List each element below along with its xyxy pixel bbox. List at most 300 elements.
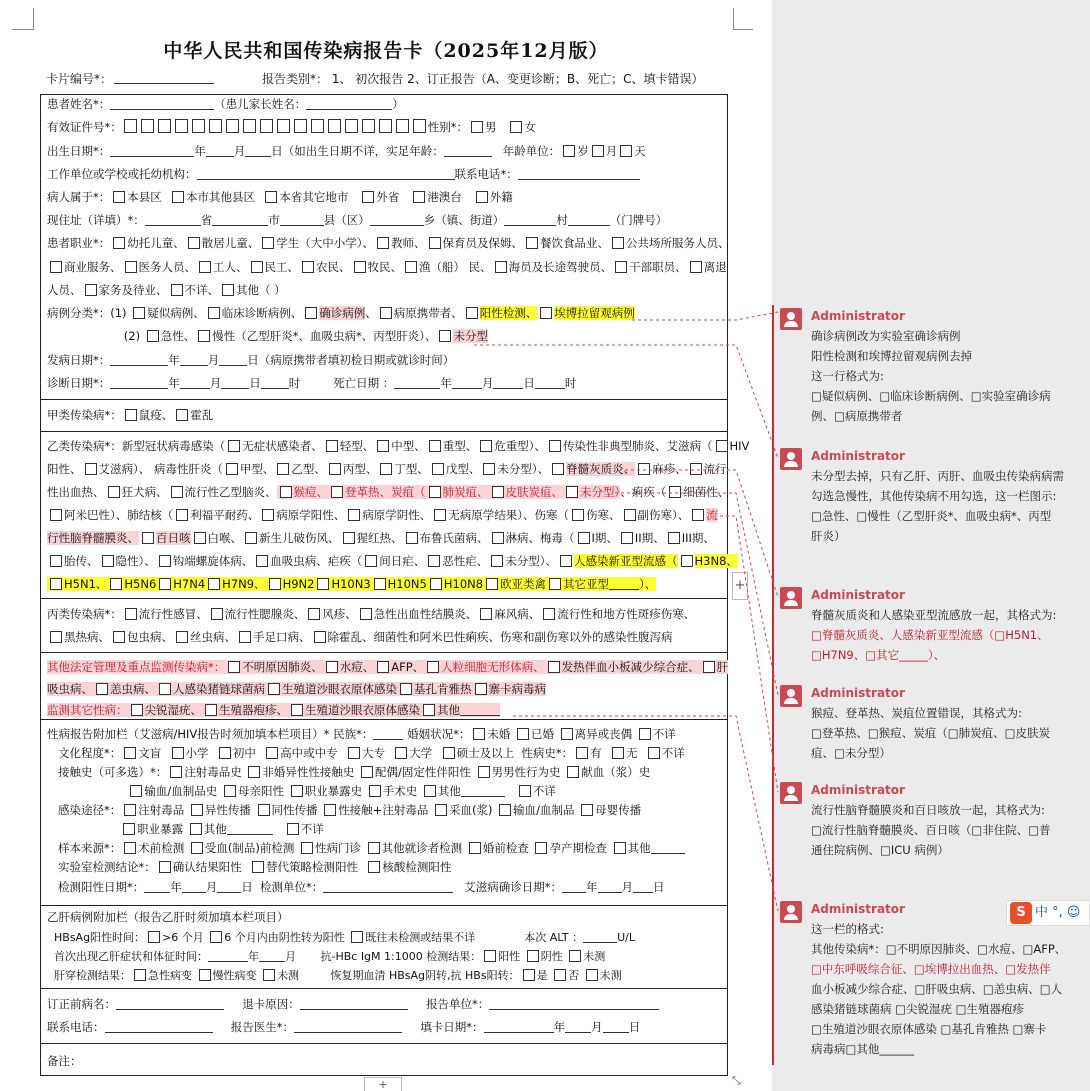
checkbox[interactable] — [549, 578, 561, 590]
checkbox[interactable] — [176, 509, 188, 521]
id-digit-box[interactable] — [311, 119, 324, 133]
checkbox[interactable] — [171, 486, 183, 498]
resize-handle[interactable]: ⤡ — [732, 1074, 741, 1087]
checkbox[interactable] — [314, 631, 326, 643]
form-text: 风疹、 — [322, 607, 357, 621]
checkbox[interactable] — [133, 307, 145, 319]
checkbox[interactable] — [331, 486, 343, 498]
checkbox[interactable] — [423, 704, 435, 716]
comment-1[interactable] — [778, 306, 1084, 436]
form-text: 肝 — [716, 660, 729, 674]
checkbox[interactable] — [567, 766, 579, 778]
checkbox[interactable] — [427, 661, 439, 673]
checkbox[interactable] — [205, 704, 217, 716]
form-text: 戊型、 — [445, 462, 481, 476]
form-text: 学生（大中小学）、 — [276, 236, 374, 250]
id-digit-box[interactable] — [328, 119, 341, 133]
id-digit-box[interactable] — [158, 119, 171, 133]
form-text: 轻型、 — [339, 439, 375, 453]
checkbox[interactable] — [569, 950, 581, 962]
checkbox[interactable] — [586, 969, 598, 981]
checkbox[interactable] — [495, 261, 507, 273]
checkbox[interactable] — [576, 747, 588, 759]
checkbox[interactable] — [147, 330, 159, 342]
checkbox[interactable] — [50, 555, 62, 567]
form-text: II期、 — [634, 531, 665, 545]
checkbox[interactable] — [483, 463, 495, 475]
form-text: 采血(浆) — [448, 803, 493, 817]
checkbox[interactable] — [287, 823, 299, 835]
form-text: 未测 — [583, 950, 606, 963]
checkbox[interactable] — [280, 486, 292, 498]
form-text: 人粒细胞无形体病、 — [441, 660, 545, 674]
form-text: 中 — [1035, 905, 1049, 920]
form-text: □登革热、□猴痘、炭疽（□肺炭疽、□皮肤炭 — [811, 726, 1050, 740]
comment-3[interactable] — [778, 585, 1084, 671]
form-text: 生殖器疱疹、 — [219, 703, 288, 717]
form-text: 登革热、炭疽（ — [345, 485, 426, 499]
form-text: 猴痘、登革热、炭疽位置错误，其格式为: — [811, 706, 1022, 720]
checkbox[interactable] — [226, 463, 238, 475]
form-text: 流行性和地方性斑疹伤寒、 — [557, 607, 696, 621]
ime-toolbar[interactable]: S 中 °, ☺ — [1006, 900, 1090, 926]
form-text: 保育员及保姆、 — [442, 236, 523, 250]
checkbox[interactable] — [716, 440, 728, 452]
checkbox[interactable] — [256, 555, 268, 567]
checkbox[interactable] — [620, 145, 632, 157]
avatar-icon — [780, 448, 802, 470]
form-text: 乙型、 — [291, 462, 326, 476]
checkbox[interactable] — [614, 842, 626, 854]
checkbox[interactable] — [125, 261, 137, 273]
form-text: 皮肤炭疽、 — [505, 485, 563, 499]
form-text: 疽、□未分型） — [811, 746, 891, 760]
checkbox[interactable] — [478, 766, 490, 778]
form-text: 日 — [653, 880, 665, 894]
checkbox[interactable] — [222, 284, 234, 296]
checkbox[interactable] — [424, 785, 436, 797]
form-text: 否 — [568, 969, 580, 982]
form-text: 年 — [170, 880, 182, 894]
checkbox[interactable] — [492, 486, 504, 498]
checkbox[interactable] — [624, 509, 636, 521]
id-digit-box[interactable] — [243, 119, 256, 133]
form-text: 其他（ ） — [236, 283, 286, 297]
checkbox[interactable] — [170, 766, 182, 778]
checkbox[interactable] — [560, 555, 572, 567]
checkbox[interactable] — [113, 237, 125, 249]
form-text: H10N5 — [387, 577, 427, 591]
checkbox[interactable] — [413, 191, 425, 203]
checkbox[interactable] — [517, 728, 529, 740]
checkbox[interactable] — [96, 683, 108, 695]
checkbox[interactable] — [361, 766, 373, 778]
form-text: 艾滋病）、 病毒性肝炎（ — [98, 462, 223, 476]
checkbox[interactable] — [198, 330, 210, 342]
checkbox[interactable] — [527, 950, 539, 962]
checkbox[interactable] — [142, 532, 154, 544]
checkbox[interactable] — [305, 307, 317, 319]
form-text: 脊髓灰质炎、 — [566, 462, 636, 476]
checkbox[interactable] — [191, 842, 203, 854]
checkbox[interactable] — [354, 261, 366, 273]
form-text: 年龄单位： — [502, 144, 561, 158]
checkbox[interactable] — [428, 555, 440, 567]
checkbox[interactable] — [429, 486, 441, 498]
form-text: 肺炭疽、 — [442, 485, 489, 499]
form-text: 有 — [590, 746, 602, 760]
form-text: 同性传播 — [271, 803, 318, 817]
checkbox[interactable] — [208, 307, 220, 319]
checkbox[interactable] — [159, 578, 171, 590]
checkbox[interactable] — [621, 532, 633, 544]
checkbox[interactable] — [572, 509, 584, 521]
checkbox[interactable] — [102, 555, 114, 567]
checkbox[interactable] — [548, 661, 560, 673]
id-digit-box[interactable] — [413, 119, 426, 133]
checkbox[interactable] — [108, 486, 120, 498]
checkbox[interactable] — [669, 486, 681, 498]
form-text: 感染途径*： — [57, 803, 122, 817]
checkbox[interactable] — [239, 631, 251, 643]
checkbox[interactable] — [491, 555, 503, 567]
checkbox[interactable] — [263, 969, 275, 981]
checkbox[interactable] — [208, 578, 220, 590]
avatar-icon — [780, 587, 802, 609]
checkbox[interactable] — [499, 804, 511, 816]
form-text: 性病史*： — [521, 746, 574, 760]
checkbox[interactable] — [519, 785, 531, 797]
checkbox[interactable] — [228, 440, 240, 452]
checkbox[interactable] — [368, 842, 380, 854]
checkbox[interactable] — [326, 661, 338, 673]
form-text: 月 — [205, 880, 218, 894]
checkbox[interactable] — [308, 608, 320, 620]
checkbox[interactable] — [365, 555, 377, 567]
checkbox[interactable] — [176, 631, 188, 643]
footer-section — [41, 989, 727, 1044]
form-text: 肝穿检测结果： — [54, 969, 131, 982]
checkbox[interactable] — [50, 261, 62, 273]
checkbox[interactable] — [432, 463, 444, 475]
checkbox[interactable] — [252, 861, 264, 873]
checkbox[interactable] — [159, 555, 171, 567]
id-digit-box[interactable] — [277, 119, 290, 133]
checkbox[interactable] — [266, 747, 278, 759]
checkbox[interactable] — [395, 747, 407, 759]
checkbox[interactable] — [377, 661, 389, 673]
checkbox[interactable] — [406, 532, 418, 544]
checkbox[interactable] — [302, 261, 314, 273]
checkbox[interactable] — [554, 969, 566, 981]
id-digit-box[interactable] — [124, 119, 137, 133]
checkbox[interactable] — [50, 631, 62, 643]
checkbox[interactable] — [348, 509, 360, 521]
checkbox[interactable] — [113, 631, 125, 643]
form-text: 外籍 — [489, 190, 513, 204]
checkbox[interactable] — [326, 440, 338, 452]
form-text: 未分型） — [580, 485, 621, 499]
form-text: 阴性 — [540, 950, 563, 963]
form-text: 出生日期*： — [47, 144, 111, 158]
checkbox[interactable] — [592, 145, 604, 157]
checkbox[interactable] — [681, 555, 693, 567]
checkbox[interactable] — [228, 661, 240, 673]
patient-section — [41, 95, 730, 400]
form-text: 丝虫病、 — [190, 630, 236, 644]
margin-mark — [12, 8, 34, 30]
checkbox[interactable] — [176, 409, 188, 421]
form-text: 商业服务、 — [64, 260, 122, 274]
id-digit-box[interactable] — [294, 119, 307, 133]
form-text: 首次出现乙肝症状和体征时间： — [54, 950, 208, 963]
id-digit-box[interactable] — [345, 119, 358, 133]
checkbox[interactable] — [50, 578, 62, 590]
checkbox[interactable] — [486, 578, 498, 590]
form-text: 乡（镇、街道） — [423, 213, 505, 227]
checkbox[interactable] — [85, 284, 97, 296]
checkbox[interactable] — [224, 785, 236, 797]
form-text: 年 — [168, 353, 180, 367]
checkbox[interactable] — [348, 747, 360, 759]
checkbox[interactable] — [380, 463, 392, 475]
checkbox[interactable] — [248, 766, 260, 778]
form-text: 未婚 — [487, 727, 511, 741]
checkbox[interactable] — [703, 661, 715, 673]
checkbox[interactable] — [377, 237, 389, 249]
checkbox[interactable] — [124, 747, 136, 759]
checkbox[interactable] — [430, 578, 442, 590]
checkbox[interactable] — [172, 747, 184, 759]
checkbox[interactable] — [171, 284, 183, 296]
checkbox[interactable] — [400, 683, 412, 695]
form-text: 教师、 — [391, 236, 426, 250]
checkbox[interactable] — [211, 608, 223, 620]
other-disease-section — [41, 653, 727, 720]
checkbox[interactable] — [471, 121, 483, 133]
form-text: （门牌号） — [609, 213, 668, 227]
form-text: 丙类传染病*： — [47, 607, 122, 621]
checkbox[interactable] — [374, 578, 386, 590]
id-digit-box[interactable] — [175, 119, 188, 133]
checkbox[interactable] — [343, 532, 355, 544]
checkbox[interactable] — [443, 747, 455, 759]
checkbox[interactable] — [434, 509, 446, 521]
checkbox[interactable] — [377, 440, 389, 452]
checkbox[interactable] — [368, 861, 380, 873]
checkbox[interactable] — [578, 532, 590, 544]
checkbox[interactable] — [110, 578, 122, 590]
add-row-button[interactable]: + — [732, 572, 748, 600]
checkbox[interactable] — [435, 804, 447, 816]
checkbox[interactable] — [317, 578, 329, 590]
checkbox[interactable] — [251, 261, 263, 273]
form-text: 肝炎） — [811, 529, 846, 543]
comment-2[interactable] — [778, 446, 1084, 556]
checkbox[interactable] — [125, 409, 137, 421]
checkbox[interactable] — [668, 532, 680, 544]
checkbox[interactable] — [268, 683, 280, 695]
form-text: 日 — [628, 1020, 641, 1034]
checkbox[interactable] — [466, 307, 478, 319]
checkbox[interactable] — [429, 440, 441, 452]
form-text: 注射毒品史 — [184, 765, 242, 779]
checkbox[interactable] — [484, 950, 496, 962]
checkbox[interactable] — [615, 261, 627, 273]
id-digit-box[interactable] — [396, 119, 409, 133]
checkbox[interactable] — [50, 509, 62, 521]
checkbox[interactable] — [219, 747, 231, 759]
form-text: 日 — [523, 376, 535, 390]
checkbox[interactable] — [523, 969, 535, 981]
form-text: 钩端螺旋体病、 — [172, 554, 254, 568]
form-text: 阳性、 — [47, 462, 82, 476]
form-text: 订正前病名： — [47, 997, 116, 1011]
checkbox[interactable] — [362, 191, 374, 203]
checkbox[interactable] — [324, 804, 336, 816]
form-text: 天 — [634, 144, 646, 158]
checkbox[interactable] — [473, 728, 485, 740]
form-text: 家务及待业、 — [98, 283, 168, 297]
form-text: 流行性脑脊髓膜炎和百日咳放一起，其格式为: — [811, 803, 1045, 817]
checkbox[interactable] — [480, 608, 492, 620]
form-text: AFP、 — [391, 660, 425, 674]
form-text: 乙肝病例附加栏（报告乙肝时须加填本栏项目） — [47, 910, 289, 924]
id-digit-box[interactable] — [192, 119, 205, 133]
checkbox[interactable] — [210, 931, 222, 943]
checkbox[interactable] — [690, 261, 702, 273]
checkbox[interactable] — [159, 683, 171, 695]
checkbox[interactable] — [125, 608, 137, 620]
checkbox[interactable] — [124, 842, 136, 854]
checkbox[interactable] — [85, 463, 97, 475]
checkbox[interactable] — [480, 440, 492, 452]
form-text: 淋病、梅毒（ — [505, 531, 575, 545]
page-title: 中华人民共和国传染病报告卡（2025年12月版） — [163, 40, 609, 62]
form-text: 吸虫病、 — [47, 682, 93, 696]
checkbox[interactable] — [360, 608, 372, 620]
form-text: 发热伴血小板减少综合症、 — [561, 660, 700, 674]
checkbox[interactable] — [369, 785, 381, 797]
form-text: HIV — [729, 439, 750, 453]
checkbox[interactable] — [199, 261, 211, 273]
id-digit-box[interactable] — [260, 119, 273, 133]
form-text: Administrator — [811, 449, 905, 463]
checkbox[interactable] — [188, 237, 200, 249]
checkbox[interactable] — [469, 842, 481, 854]
form-text: 餐饮食品业、 — [540, 236, 609, 250]
checkbox[interactable] — [492, 532, 504, 544]
checkbox[interactable] — [476, 191, 488, 203]
form-text: 细菌性、 — [683, 485, 730, 499]
checkbox[interactable] — [130, 785, 142, 797]
comment-4[interactable] — [778, 683, 1084, 769]
checkbox[interactable] — [148, 931, 160, 943]
checkbox[interactable] — [191, 804, 203, 816]
checkbox[interactable] — [612, 237, 624, 249]
checkbox[interactable] — [172, 191, 184, 203]
avatar-icon — [780, 685, 802, 707]
form-text: 其他 — [437, 784, 461, 798]
form-text: 工人、 — [213, 260, 248, 274]
form-text: H10N3 — [331, 577, 371, 591]
add-row-button-bottom[interactable]: + — [364, 1077, 402, 1091]
checkbox[interactable] — [510, 121, 522, 133]
checkbox[interactable] — [639, 728, 651, 740]
checkbox[interactable] — [131, 704, 143, 716]
checkbox[interactable] — [581, 804, 593, 816]
checkbox[interactable] — [351, 931, 363, 943]
checkbox[interactable] — [124, 804, 136, 816]
checkbox[interactable] — [113, 191, 125, 203]
checkbox[interactable] — [199, 969, 211, 981]
checkbox[interactable] — [612, 747, 624, 759]
id-digit-box[interactable] — [226, 119, 239, 133]
checkbox[interactable] — [638, 463, 650, 475]
comment-5[interactable] — [778, 780, 1084, 866]
form-text: 无症状感染者、 — [242, 439, 323, 453]
checkbox[interactable] — [262, 509, 274, 521]
checkbox[interactable] — [549, 440, 561, 452]
checkbox[interactable] — [648, 747, 660, 759]
checkbox[interactable] — [134, 969, 146, 981]
checkbox[interactable] — [543, 608, 555, 620]
checkbox[interactable] — [405, 261, 417, 273]
checkbox[interactable] — [291, 785, 303, 797]
id-digit-box[interactable] — [362, 119, 375, 133]
checkbox[interactable] — [566, 486, 578, 498]
form-text: 丁型、 — [394, 462, 429, 476]
job-row — [47, 235, 730, 251]
id-digit-box[interactable] — [379, 119, 392, 133]
checkbox[interactable] — [535, 842, 547, 854]
checkbox[interactable] — [475, 683, 487, 695]
checkbox[interactable] — [429, 237, 441, 249]
form-text: III期、 — [681, 531, 715, 545]
checkbox[interactable] — [265, 191, 277, 203]
checkbox[interactable] — [540, 307, 552, 319]
checkbox[interactable] — [277, 463, 289, 475]
checkbox[interactable] — [123, 823, 135, 835]
checkbox[interactable] — [439, 330, 451, 342]
form-text: 配偶/固定性伴阳性 — [375, 765, 471, 779]
checkbox[interactable] — [269, 578, 281, 590]
checkbox[interactable] — [380, 307, 392, 319]
form-text: 联系电话： — [47, 1020, 105, 1034]
checkbox[interactable] — [690, 463, 702, 475]
checkbox[interactable] — [190, 823, 202, 835]
checkbox[interactable] — [561, 728, 573, 740]
checkbox[interactable] — [159, 861, 171, 873]
checkbox[interactable] — [258, 804, 270, 816]
checkbox[interactable] — [245, 532, 257, 544]
checkbox[interactable] — [301, 842, 313, 854]
id-digit-box[interactable] — [141, 119, 154, 133]
checkbox[interactable] — [329, 463, 341, 475]
form-text: 年 — [440, 376, 452, 390]
id-digit-box[interactable] — [209, 119, 222, 133]
form-text: 未测 — [277, 969, 299, 982]
form-text: 通住院病例、□ICU 病例） — [811, 843, 949, 857]
form-text: 流行性腮腺炎、 — [224, 607, 306, 621]
checkbox[interactable] — [563, 145, 575, 157]
checkbox[interactable] — [526, 237, 538, 249]
checkbox[interactable] — [291, 704, 303, 716]
checkbox[interactable] — [692, 509, 704, 521]
checkbox[interactable] — [552, 463, 564, 475]
checkbox[interactable] — [262, 237, 274, 249]
checkbox[interactable] — [194, 532, 206, 544]
